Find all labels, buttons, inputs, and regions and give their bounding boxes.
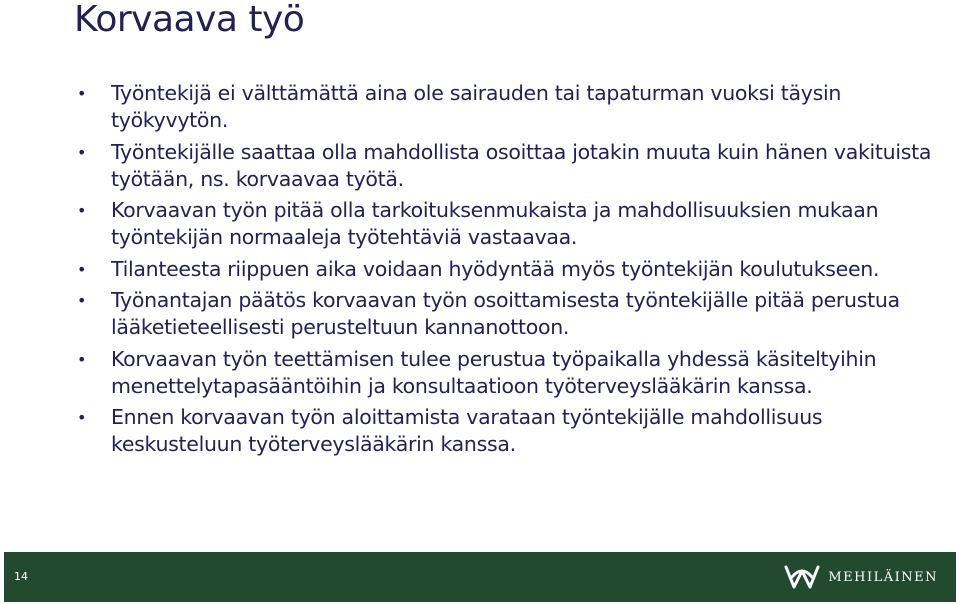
page-number: 14 <box>14 570 28 583</box>
bullet-dot-icon: • <box>77 142 87 162</box>
bullet-dot-icon: • <box>77 408 87 427</box>
bullet-dot-icon: • <box>77 84 87 103</box>
bullet-dot-icon: • <box>77 259 87 279</box>
bullet-item <box>74 80 934 134</box>
bullet-text: Tilanteesta riippuen aika voidaan hyödyntää myös työntekijän koulutukseen. <box>111 256 880 281</box>
bullet-text: Työntekijä ei välttämättä aina ole sairauden tai tapaturman vuoksi täysin työkyvytön. <box>111 81 842 132</box>
bullet-dot-icon: • <box>77 201 87 220</box>
slide-title: Korvaava työ <box>74 0 305 40</box>
bullet-text: Korvaavan työn teettämisen tulee perustua työpaikalla yhdessä käsiteltyihin menettelytapasääntöihin ja konsultaatioon työterveyslääkärin kanssa. <box>111 346 877 398</box>
mehilainen-logo-icon <box>782 561 822 593</box>
bullet-item <box>74 287 934 341</box>
bullet-list <box>74 80 934 463</box>
brand-logo <box>782 561 938 593</box>
bullet-text: Työntekijälle saattaa olla mahdollista osoittaa jotakin muuta kuin hänen vakituista työtään, ns. korvaavaa työtä. <box>111 139 932 191</box>
brand-name: MEHILÄINEN <box>828 569 938 585</box>
bullet-text: Korvaavan työn pitää olla tarkoituksenmukaista ja mahdollisuuksien mukaan työntekijän normaaleja työtehtäviä vastaavaa. <box>111 198 879 249</box>
bullet-item <box>74 404 934 458</box>
bullet-item <box>74 139 934 193</box>
bullet-item <box>74 346 934 400</box>
bullet-text: Ennen korvaavan työn aloittamista varataan työntekijälle mahdollisuus keskusteluun työterveyslääkärin kanssa. <box>111 405 823 456</box>
bullet-dot-icon: • <box>77 291 87 310</box>
bullet-item <box>74 256 934 283</box>
footer-bar <box>4 552 956 602</box>
bullet-text: Työnantajan päätös korvaavan työn osoittamisesta työntekijälle pitää perustua lääketieteellisesti perusteltuun kannanottoon. <box>111 288 900 339</box>
bullet-dot-icon: • <box>77 349 87 369</box>
bullet-item <box>74 197 934 251</box>
